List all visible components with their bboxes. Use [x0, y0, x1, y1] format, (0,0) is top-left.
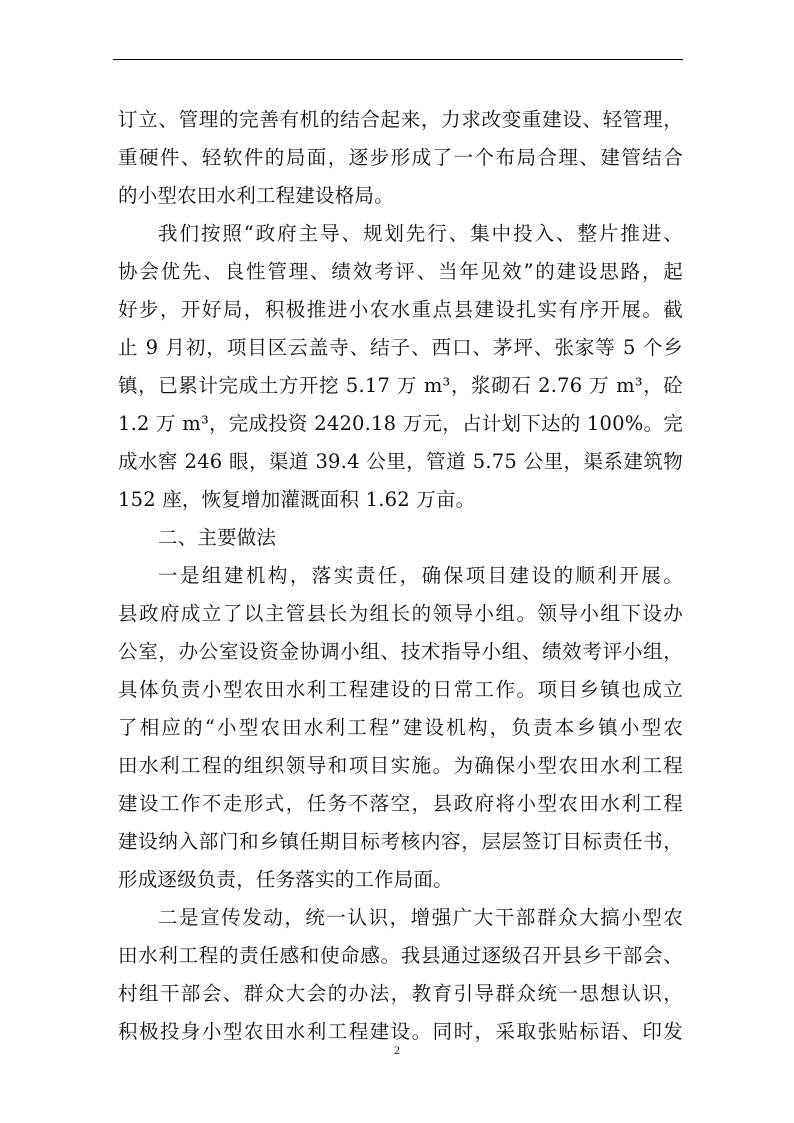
text-line: 了相应的“小型农田水利工程”建设机构，负责本乡镇小型农 [118, 716, 683, 739]
section-heading [118, 519, 683, 557]
document-body [118, 101, 683, 1051]
text-line: 公室，办公室设资金协调小组、技术指导小组、绩效考评小组， [118, 640, 683, 663]
text-line: 村组干部会、群众大会的办法，教育引导群众统一思想认识， [118, 982, 683, 1005]
text-line: 152 座，恢复增加灌溉面积 1.62 万亩。 [118, 488, 476, 511]
text-line: 田水利工程的责任感和使命感。我县通过逐级召开县乡干部会、 [118, 944, 683, 967]
text-line: 好步，开好局，积极推进小农水重点县建设扎实有序开展。截 [118, 298, 683, 321]
text-line: 田水利工程的组织领导和项目实施。为确保小型农田水利工程 [118, 754, 683, 777]
text-line: 止 9 月初，项目区云盖寺、结子、西口、茅坪、张家等 5 个乡 [118, 336, 683, 359]
page-number: 2 [394, 1043, 400, 1057]
text-line: 积极投身小型农田水利工程建设。同时，采取张贴标语、印发 [118, 1020, 683, 1043]
paragraph-progress [118, 215, 683, 519]
text-line: 的小型农田水利工程建设格局。 [118, 184, 394, 207]
text-line: 一是组建机构，落实责任，确保项目建设的顺利开展。 [158, 564, 683, 587]
paragraph-continuation [118, 101, 683, 215]
paragraph-method-two [118, 899, 683, 1051]
text-line: 建设纳入部门和乡镇任期目标考核内容，层层签订目标责任书， [118, 830, 683, 853]
text-line: 镇，已累计完成土方开挖 5.17 万 m³，浆砌石 2.76 万 m³，砼 [118, 374, 683, 397]
header-rule [113, 59, 683, 60]
text-line: 形成逐级负责，任务落实的工作局面。 [118, 868, 453, 891]
section-heading-text: 二、主要做法 [158, 526, 277, 549]
text-line: 我们按照“政府主导、规划先行、集中投入、整片推进、 [158, 222, 683, 245]
text-line: 1.2 万 m³，完成投资 2420.18 万元，占计划下达的 100%。完 [118, 412, 683, 435]
text-line: 成水窖 246 眼，渠道 39.4 公里，管道 5.75 公里，渠系建筑物 [118, 450, 683, 473]
text-line: 订立、管理的完善有机的结合起来，力求改变重建设、轻管理， [118, 108, 683, 131]
text-line: 二是宣传发动，统一认识，增强广大干部群众大搞小型农 [158, 906, 683, 929]
text-line: 县政府成立了以主管县长为组长的领导小组。领导小组下设办 [118, 602, 683, 625]
text-line: 建设工作不走形式，任务不落空，县政府将小型农田水利工程 [118, 792, 683, 815]
text-line: 协会优先、良性管理、绩效考评、当年见效”的建设思路，起 [118, 260, 683, 283]
paragraph-method-one [118, 557, 683, 899]
text-line: 重硬件、轻软件的局面，逐步形成了一个布局合理、建管结合 [118, 146, 683, 169]
text-line: 具体负责小型农田水利工程建设的日常工作。项目乡镇也成立 [118, 678, 683, 701]
